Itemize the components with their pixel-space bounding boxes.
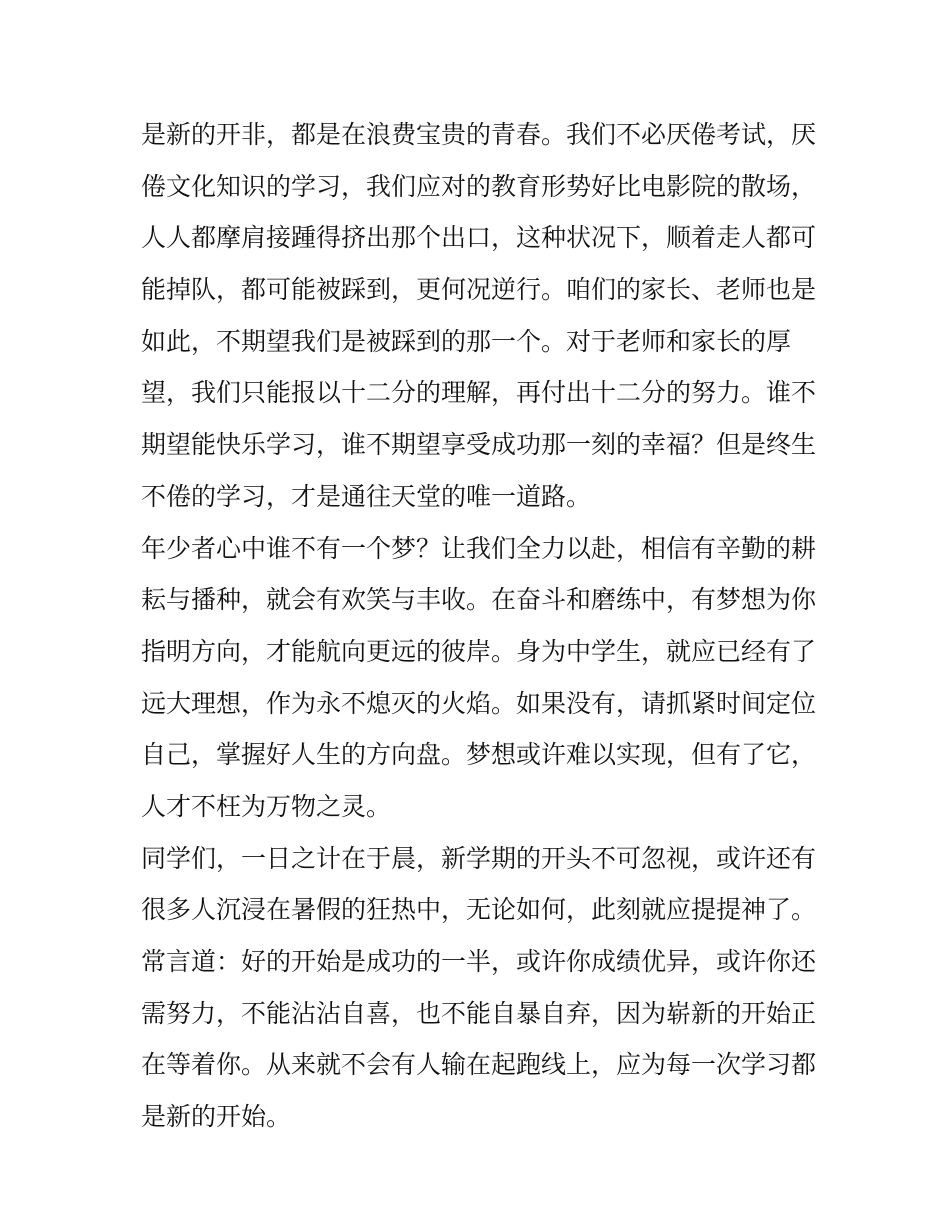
text-line-6: 望，我们只能报以十二分的理解，再付出十二分的努力。谁不 [141,378,817,408]
text-line-7: 期望能快乐学习，谁不期望享受成功那一刻的幸福？但是终生 [141,430,817,460]
text-line-14: 人才不枉为万物之灵。 [141,791,392,821]
text-line-20: 是新的开始。 [141,1102,292,1132]
text-line-19: 在等着你。从来就不会有人输在起跑线上，应为每一次学习都 [141,1050,817,1080]
text-line-1: 是新的开非，都是在浪费宝贵的青春。我们不必厌倦考试，厌 [141,120,817,149]
text-line-2: 倦文化知识的学习，我们应对的教育形势好比电影院的散场， [141,171,817,201]
text-line-9: 年少者心中谁不有一个梦？让我们全力以赴，相信有辛勤的耕 [141,533,817,563]
document-body [141,109,821,1143]
text-line-13: 自己，掌握好人生的方向盘。梦想或许难以实现，但有了它， [141,740,817,770]
text-line-16: 很多人沉浸在暑假的狂热中，无论如何，此刻就应提提神了。 [141,895,817,925]
text-line-18: 需努力，不能沾沾自喜，也不能自暴自弃，因为崭新的开始正 [141,998,817,1028]
text-line-8: 不倦的学习，才是通往天堂的唯一道路。 [141,481,592,511]
text-line-5: 如此，不期望我们是被踩到的那一个。对于老师和家长的厚 [141,326,792,356]
text-line-11: 指明方向，才能航向更远的彼岸。身为中学生，就应已经有了 [141,636,817,666]
text-line-15: 同学们，一日之计在于晨，新学期的开头不可忽视，或许还有 [141,843,817,873]
text-line-4: 能掉队，都可能被踩到，更何况逆行。咱们的家长、老师也是 [141,275,817,305]
text-line-12: 远大理想，作为永不熄灭的火焰。如果没有，请抓紧时间定位 [141,688,817,718]
text-line-10: 耘与播种，就会有欢笑与丰收。在奋斗和磨练中，有梦想为你 [141,585,817,615]
text-line-3: 人人都摩肩接踵得挤出那个出口，这种状况下，顺着走人都可 [141,223,817,253]
text-line-17: 常言道：好的开始是成功的一半，或许你成绩优异，或许你还 [141,947,817,976]
